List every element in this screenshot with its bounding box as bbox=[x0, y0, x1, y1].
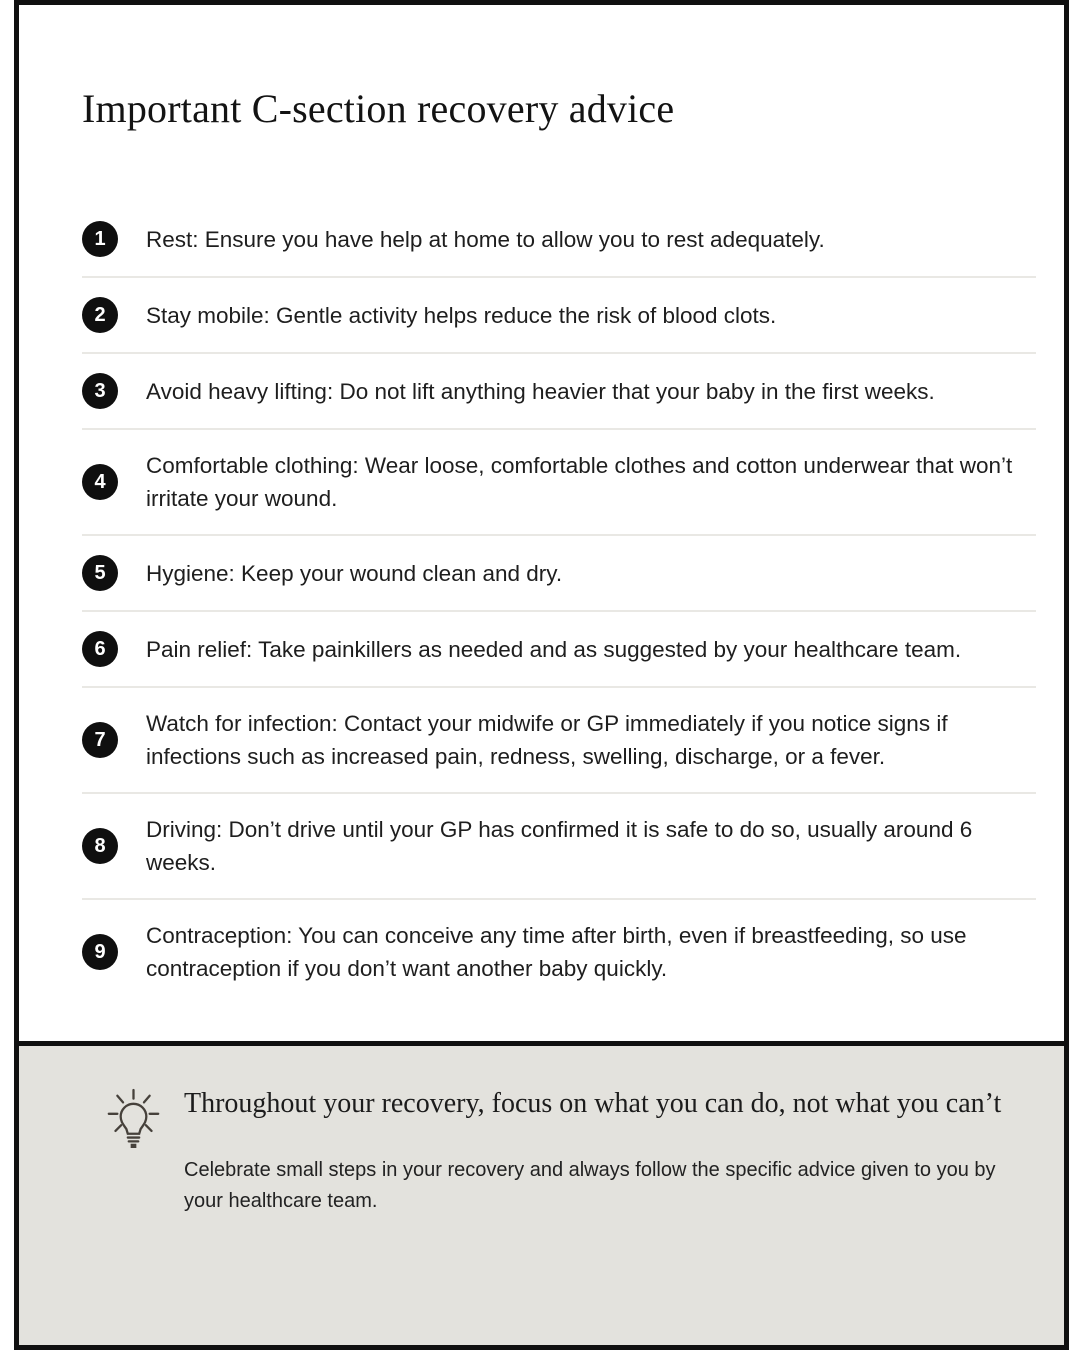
step-number-badge: 2 bbox=[82, 297, 118, 333]
lightbulb-icon bbox=[105, 1087, 162, 1157]
advice-item bbox=[82, 612, 1036, 688]
advice-item bbox=[82, 278, 1036, 354]
tip-heading: Throughout your recovery, focus on what you can do, not what you can’t bbox=[184, 1088, 1002, 1119]
advice-item-text: Stay mobile: Gentle activity helps reduce the risk of blood clots. bbox=[146, 302, 777, 328]
step-number-badge: 9 bbox=[82, 934, 118, 970]
step-number-badge: 7 bbox=[82, 722, 118, 758]
advice-item-text: Comfortable clothing: Wear loose, comfortable clothes and cotton underwear that won’t irritate your wound. bbox=[146, 453, 1013, 511]
tip-panel bbox=[19, 1041, 1064, 1345]
step-number-badge: 1 bbox=[82, 221, 118, 257]
advice-item bbox=[82, 202, 1036, 278]
advice-item-text: Rest: Ensure you have help at home to allow you to rest adequately. bbox=[146, 226, 825, 252]
step-number-badge: 5 bbox=[82, 555, 118, 591]
document-frame bbox=[14, 0, 1069, 1350]
advice-list bbox=[82, 202, 1036, 1004]
advice-item-text: Avoid heavy lifting: Do not lift anything heavier that your baby in the first weeks. bbox=[146, 378, 935, 404]
advice-item-text: Watch for infection: Contact your midwife or GP immediately if you notice signs if infections such as increased pain, redness, swelling, discharge, or a fever. bbox=[146, 711, 948, 769]
advice-item bbox=[82, 688, 1036, 794]
step-number-badge: 6 bbox=[82, 631, 118, 667]
advice-section bbox=[19, 5, 1064, 1041]
advice-item bbox=[82, 430, 1036, 536]
advice-item-text: Hygiene: Keep your wound clean and dry. bbox=[146, 560, 563, 586]
step-number-badge: 4 bbox=[82, 464, 118, 500]
tip-content bbox=[184, 1085, 1009, 1217]
advice-item bbox=[82, 354, 1036, 430]
page-title: Important C-section recovery advice bbox=[82, 86, 675, 131]
advice-item bbox=[82, 900, 1036, 1004]
tip-body: Celebrate small steps in your recovery and always follow the specific advice given to you by your healthcare team. bbox=[184, 1159, 996, 1212]
advice-item-text: Pain relief: Take painkillers as needed and as suggested by your healthcare team. bbox=[146, 636, 962, 662]
advice-item-text: Driving: Don’t drive until your GP has confirmed it is safe to do so, usually around 6 weeks. bbox=[146, 817, 973, 875]
advice-item bbox=[82, 794, 1036, 900]
advice-item bbox=[82, 536, 1036, 612]
step-number-badge: 3 bbox=[82, 373, 118, 409]
step-number-badge: 8 bbox=[82, 828, 118, 864]
advice-item-text: Contraception: You can conceive any time after birth, even if breastfeeding, so use contraception if you don’t want another baby quickly. bbox=[146, 923, 967, 981]
